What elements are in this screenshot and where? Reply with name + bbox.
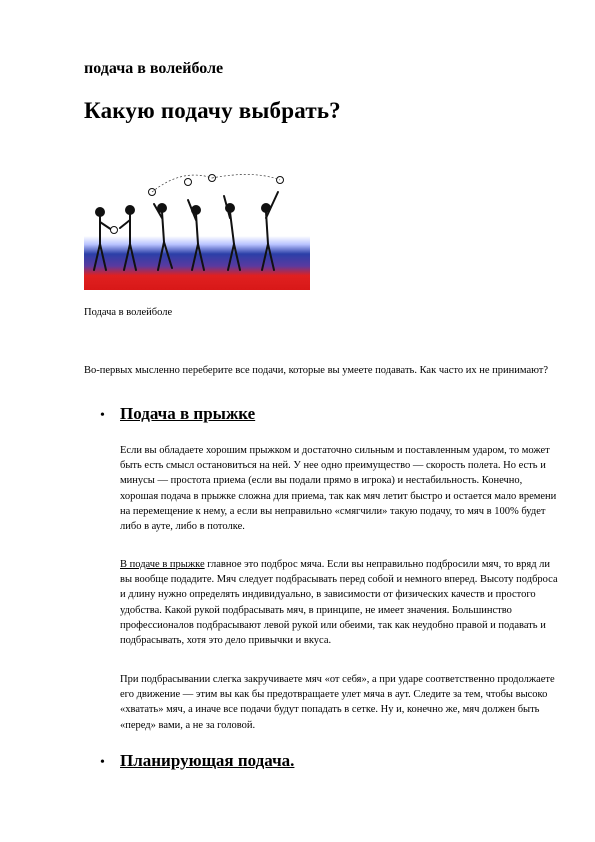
section-heading-float-serve	[100, 751, 294, 771]
image-caption: Подача в волейболе	[84, 307, 173, 318]
paragraph: При подбрасывании слегка закручиваете мяч «от себя», а при ударе соответственно продолжаете его движение — этим вы как бы предотвращаете улет мяча в аут. Следите за тем, чтобы высоко «хватать» мяч, а иначе все подачи будут попадать в сетке. Ну и, конечно же, мяч должен быть «перед» вами, а не за головой.	[120, 674, 555, 731]
paragraph-text: главное это подброс мяча. Если вы неправильно подбросили мяч, то вряд ли вы вообще подадите. Мяч следует подбрасывать перед собой и немного вперед. Высоту подброса и длину нужно определять индивидуально, в зависимости от физических качеств и простого удобства. Какой рукой подбрасывать мяч, в принципе, не имеет значения. Большинство профессионалов подбрасывают левой рукой или обеими, так как неудобно правой и подавать и подбрасывать, хотя это дело привычки и вкуса.	[120, 559, 558, 647]
intro-paragraph: Во-первых мысленно переберите все подачи, которые вы умеете подавать. Как часто их не принимают?	[84, 365, 549, 376]
bullet-icon: •	[100, 408, 105, 423]
doc-heading: подача в волейболе	[84, 60, 224, 77]
bullet-icon: •	[100, 755, 105, 770]
section-title: Подача в прыжке	[120, 404, 256, 423]
paragraph: Если вы обладаете хорошим прыжком и достаточно сильным и поставленным ударом, то может быть есть смысл остановиться на ней. У нее одно преимущество — скорость полета. Но есть и минусы — простота приема (если вы подали прямо в игрока) и нестабильность. Конечно, хорошая подача в прыжке сложна для приема, так как мяч летит быстро и остается мало времени на перемещение к нему, а если вы неправильно «смягчили» такую подачу, то мяч в 100% будет либо в ауте, либо в потолке.	[120, 445, 557, 533]
section-heading-jump-serve	[100, 404, 255, 424]
doc-title: Какую подачу выбрать?	[84, 98, 341, 123]
paragraph	[120, 557, 560, 648]
jump-serve-link[interactable]: В подаче в прыжке	[120, 559, 205, 570]
volleyball-serve-image	[84, 170, 310, 290]
section-title: Планирующая подача.	[120, 751, 295, 770]
